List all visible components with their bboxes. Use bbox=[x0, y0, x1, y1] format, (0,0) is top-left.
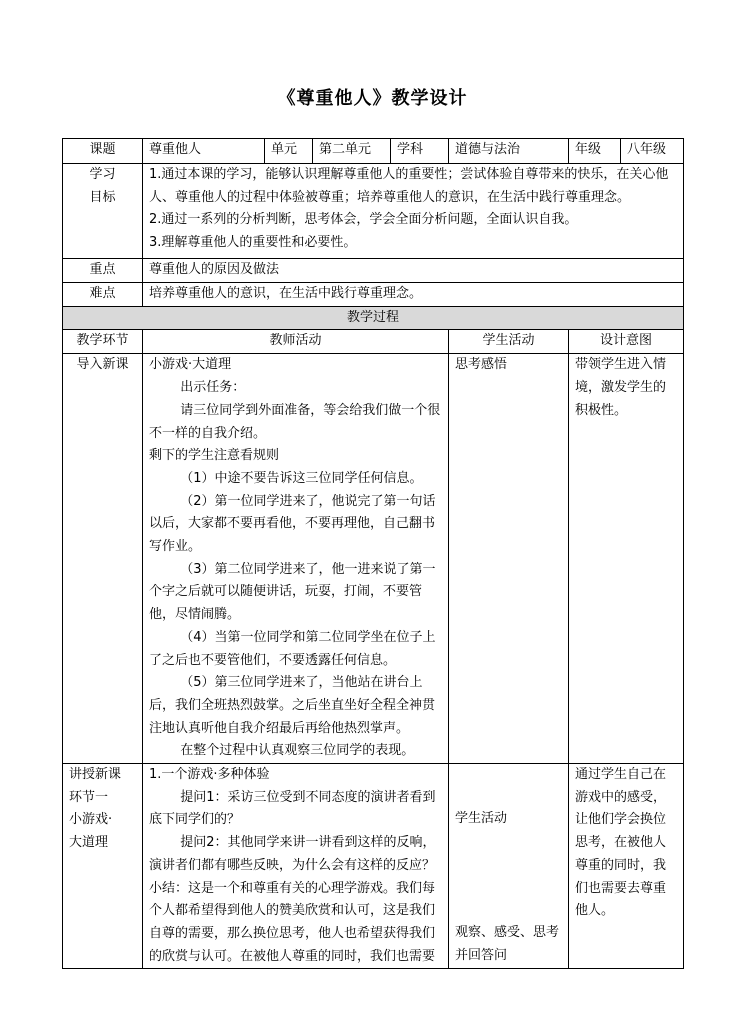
section1-stage bbox=[63, 764, 143, 969]
info-row bbox=[63, 139, 684, 164]
activity-line: 提问1：采访三位受到不同态度的演讲者看到底下同学们的？ bbox=[149, 789, 436, 828]
intro-row bbox=[63, 354, 684, 764]
goals-content bbox=[143, 164, 684, 259]
goals-label-line-2: 目标 bbox=[89, 189, 116, 205]
activity-line: （5）第三位同学进来了，当他站在讲台上后，我们全班热烈鼓掌。之后坐直坐好全程全神贯注地认真听他自我介绍最后再给他热烈掌声。 bbox=[149, 675, 436, 736]
process-title: 教学过程 bbox=[63, 306, 684, 330]
key-point-row bbox=[63, 259, 684, 283]
student-activity-label: 学生活动 bbox=[455, 811, 508, 827]
goal-item: 3.理解尊重他人的重要性和必要性。 bbox=[149, 235, 357, 251]
activity-line: （1）中途不要告诉这三位同学任何信息。 bbox=[180, 470, 423, 486]
activity-title: 1.一个游戏·多种体验 bbox=[149, 767, 270, 783]
grade-value: 八年级 bbox=[621, 139, 684, 164]
intro-stage: 导入新课 bbox=[63, 354, 143, 764]
document-title: 《尊重他人》教学设计 bbox=[277, 88, 468, 109]
section1-row bbox=[63, 764, 684, 969]
activity-title: 小游戏·大道理 bbox=[149, 357, 232, 373]
header-intent: 设计意图 bbox=[569, 330, 684, 354]
activity-line: （4）当第一位同学和第二位同学坐在位子上了之后也不要管他们，不要透露任何信息。 bbox=[149, 629, 436, 668]
header-teacher: 教师活动 bbox=[143, 330, 449, 354]
activity-line: （2）第一位同学进来了，他说完了第一句话以后，大家都不要再看他，不要再理他，自己翻书写作业。 bbox=[149, 493, 436, 555]
goals-row bbox=[63, 164, 684, 259]
goal-item: 2.通过一系列的分析判断，思考体会，学会全面分析问题，全面认识自我。 bbox=[149, 212, 578, 228]
student-activity-text: 观察、感受、思考并回答问 bbox=[455, 925, 560, 963]
stage-line: 讲授新课 bbox=[69, 767, 122, 783]
grade-label: 年级 bbox=[569, 139, 621, 164]
process-title-row bbox=[63, 306, 684, 330]
difficulty-label: 难点 bbox=[63, 282, 143, 306]
section1-design-intent: 通过学生自己在游戏中的感受，让他们学会换位思考，在被他人尊重的同时，我们也需要去尊重他人。 bbox=[569, 764, 684, 969]
activity-line: 出示任务： bbox=[180, 380, 246, 396]
goal-item: 1.通过本课的学习，能够认识理解尊重他人的重要性；尝试体验自尊带来的快乐，在关心他人、尊重他人的过程中体验被尊重；培养尊重他人的意识，在生活中践行尊重理念。 bbox=[149, 167, 669, 205]
topic-label: 课题 bbox=[63, 139, 143, 164]
goals-label-line-1: 学习 bbox=[89, 167, 116, 182]
key-point-text: 尊重他人的原因及做法 bbox=[143, 259, 684, 283]
section1-teacher-activity bbox=[143, 764, 449, 969]
activity-line: 剩下的学生注意看规则 bbox=[149, 448, 280, 464]
activity-line: 请三位同学到外面准备，等会给我们做一个很不一样的自我介绍。 bbox=[149, 402, 441, 441]
intro-design-intent: 带领学生进入情境，激发学生的积极性。 bbox=[569, 354, 684, 764]
header-stage: 教学环节 bbox=[63, 330, 143, 354]
difficulty-row bbox=[63, 282, 684, 306]
stage-line: 大道理 bbox=[69, 835, 109, 851]
lesson-plan-table bbox=[62, 138, 684, 969]
subject-value: 道德与法治 bbox=[449, 139, 569, 164]
difficulty-text: 培养尊重他人的意识，在生活中践行尊重理念。 bbox=[143, 282, 684, 306]
activity-line: （3）第二位同学进来了，他一进来说了第一个字之后就可以随便讲话，玩耍，打闹，不要管他，尽情闹腾。 bbox=[149, 561, 436, 623]
goals-label bbox=[63, 164, 143, 259]
activity-line: 小结：这是一个和尊重有关的心理学游戏。我们每个人都希望得到他人的赞美欣赏和认可，这是我们自尊的需要，那么换位思考，他人也希望获得我们的欣赏与认可。在被他人尊重的同时，我们也需要 bbox=[149, 880, 436, 964]
header-student: 学生活动 bbox=[449, 330, 569, 354]
unit-label: 单元 bbox=[265, 139, 313, 164]
topic-value: 尊重他人 bbox=[143, 139, 265, 164]
key-point-label: 重点 bbox=[63, 259, 143, 283]
unit-value: 第二单元 bbox=[313, 139, 391, 164]
intro-student-activity: 思考感悟 bbox=[449, 354, 569, 764]
activity-line: 提问2：其他同学来讲一讲看到这样的反响，演讲者们都有哪些反映，为什么会有这样的反应？ bbox=[149, 835, 436, 873]
intro-teacher-activity bbox=[143, 354, 449, 764]
process-header-row bbox=[63, 330, 684, 354]
section1-student-activity bbox=[449, 764, 569, 969]
activity-line: 在整个过程中认真观察三位同学的表现。 bbox=[180, 743, 415, 759]
subject-label: 学科 bbox=[391, 139, 449, 164]
stage-line: 小游戏· bbox=[69, 812, 113, 828]
stage-line: 环节一 bbox=[69, 789, 109, 805]
